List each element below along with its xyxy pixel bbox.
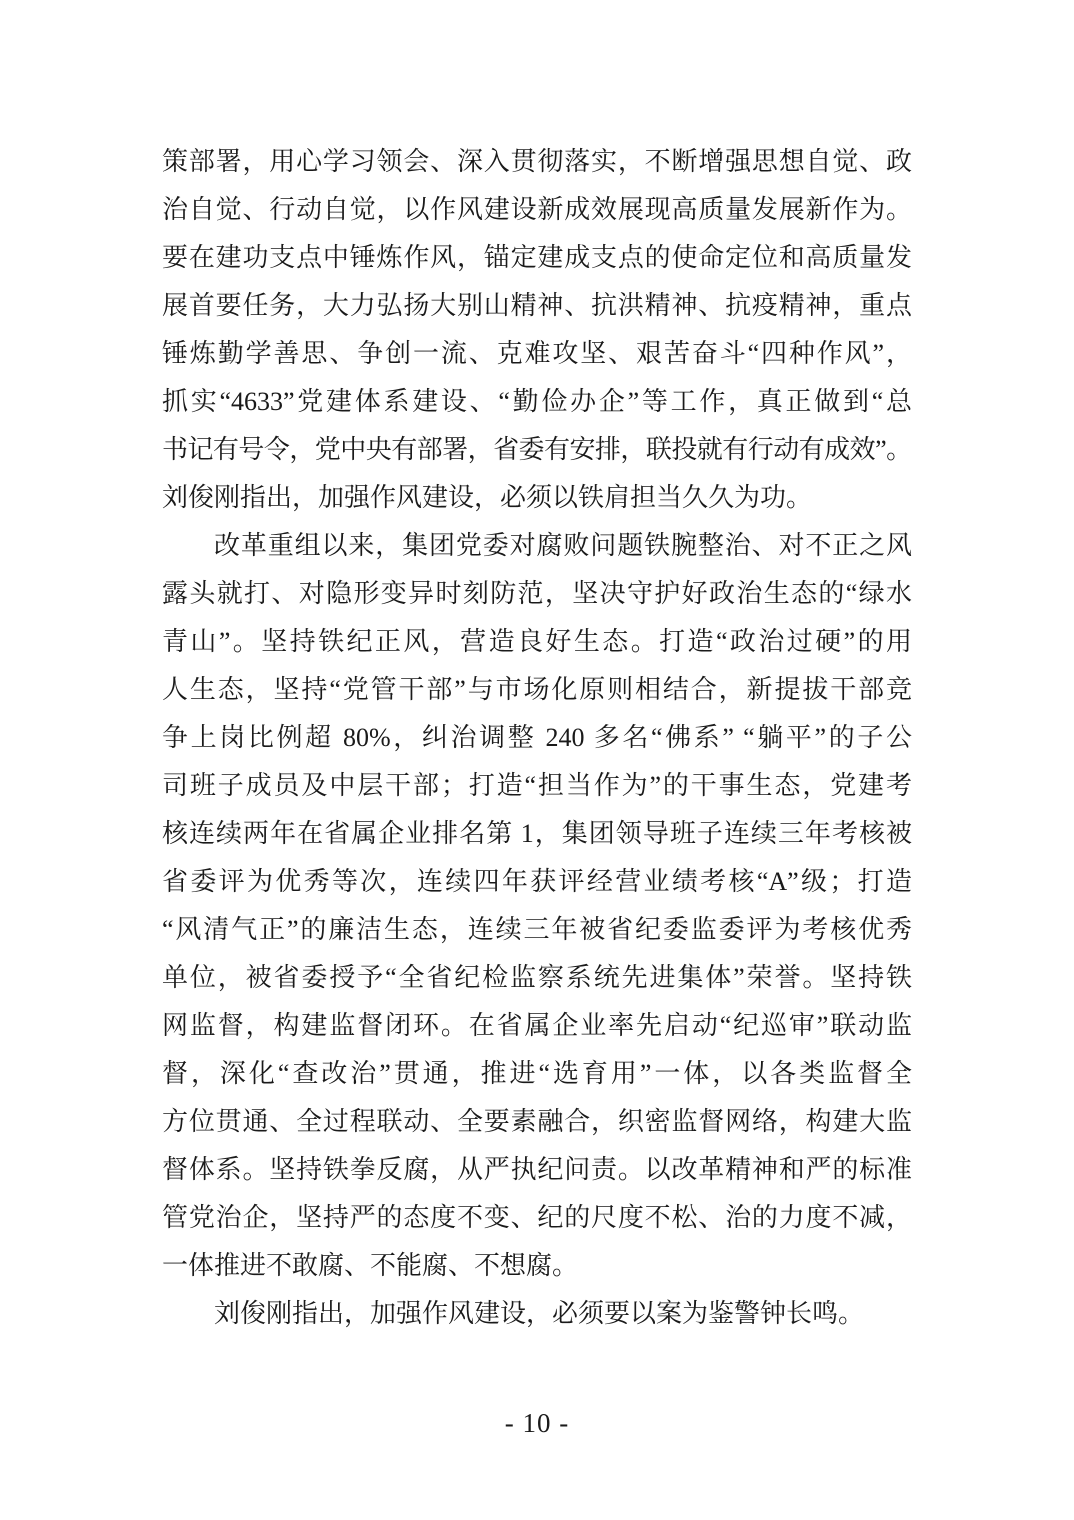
text-line: 策部署，用心学习领会、深入贯彻落实，不断增强思想自觉、政 [162,147,912,176]
text-line: 治自觉、行动自觉，以作风建设新成效展现高质量发展新作为。 [162,195,912,224]
text-line: 核连续两年在省属企业排名第 1，集团领导班子连续三年考核被 [162,819,912,848]
text-line: 管党治企，坚持严的态度不变、纪的尺度不松、治的力度不减， [162,1203,912,1232]
text-line: 方位贯通、全过程联动、全要素融合，织密监督网络，构建大监 [162,1107,912,1136]
text-line: 锤炼勤学善思、争创一流、克难攻坚、艰苦奋斗“四种作风”， [162,339,912,368]
text-line: 单位，被省委授予“全省纪检监察系统先进集体”荣誉。坚持铁 [162,963,912,992]
text-line: 抓实“4633”党建体系建设、“勤俭办企”等工作，真正做到“总 [162,387,912,416]
text-line: “风清气正”的廉洁生态，连续三年被省纪委监委评为考核优秀 [162,915,912,944]
text-line: 改革重组以来，集团党委对腐败问题铁腕整治、对不正之风 [214,531,912,560]
text-line: 刘俊刚指出，加强作风建设，必须以铁肩担当久久为功。 [162,483,813,512]
text-line: 争上岗比例超 80%，纠治调整 240 多名“佛系” “躺平”的子公 [162,723,912,752]
text-line: 书记有号令，党中央有部署，省委有安排，联投就有行动有成效”。 [162,435,912,464]
text-line: 要在建功支点中锤炼作风，锚定建成支点的使命定位和高质量发 [162,243,912,272]
text-line: 刘俊刚指出，加强作风建设，必须要以案为鉴警钟长鸣。 [214,1299,865,1328]
document-body [162,138,912,1338]
text-line: 青山”。坚持铁纪正风，营造良好生态。打造“政治过硬”的用 [162,627,912,656]
text-line: 督体系。坚持铁拳反腐，从严执纪问责。以改革精神和严的标准 [162,1155,912,1184]
page-number: - 10 - [504,1408,570,1438]
text-line: 网监督，构建监督闭环。在省属企业率先启动“纪巡审”联动监 [162,1011,912,1040]
text-line: 督，深化“查改治”贯通，推进“选育用”一体，以各类监督全 [162,1059,912,1088]
text-line: 省委评为优秀等次，连续四年获评经营业绩考核“A”级；打造 [162,867,912,896]
text-line: 一体推进不敢腐、不能腐、不想腐。 [162,1251,579,1280]
text-line: 司班子成员及中层干部；打造“担当作为”的干事生态，党建考 [162,771,912,800]
text-line: 露头就打、对隐形变异时刻防范，坚决守护好政治生态的“绿水 [162,579,912,608]
text-line: 展首要任务，大力弘扬大别山精神、抗洪精神、抗疫精神，重点 [162,291,912,320]
text-line: 人生态，坚持“党管干部”与市场化原则相结合，新提拔干部竞 [162,675,912,704]
